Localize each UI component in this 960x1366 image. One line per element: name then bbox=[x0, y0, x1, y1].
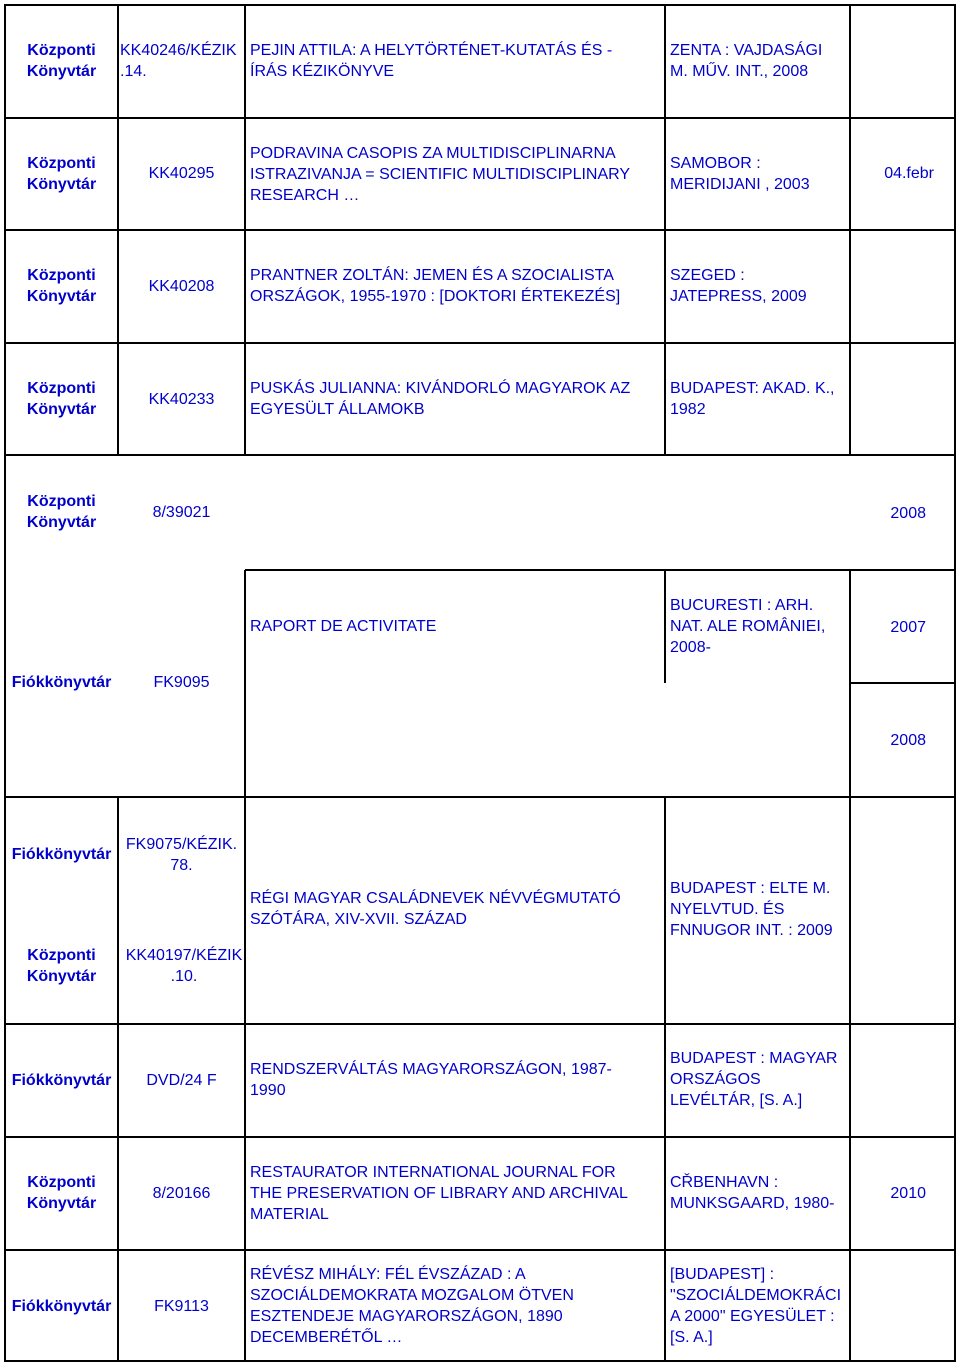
library-name: Központi Könyvtár bbox=[26, 267, 97, 305]
publisher: [BUDAPEST] : "SZOCIÁLDEMOKRÁCI A 2000" EGYESÜLET : [S. A.] bbox=[670, 1266, 842, 1346]
book-title: RÉGI MAGYAR CSALÁDNEVEK NÉVVÉGMUTATÓ SZÓTÁRA, XIV-XVII. SZÁZAD bbox=[250, 890, 621, 928]
library-name: Fiókkönyvtár bbox=[11, 1072, 112, 1089]
publisher: BUDAPEST : MAGYAR ORSZÁGOS LEVÉLTÁR, [S. A.] bbox=[670, 1050, 838, 1109]
call-number: FK9075/KÉZIK. 78. bbox=[125, 836, 238, 874]
call-number: FK9113 bbox=[154, 1298, 209, 1315]
library-name: Központi Könyvtár bbox=[26, 1174, 97, 1212]
library-name: Fiókkönyvtár bbox=[11, 674, 112, 691]
library-name: Központi Könyvtár bbox=[26, 42, 97, 80]
publisher: SAMOBOR : MERIDIJANI , 2003 bbox=[670, 155, 810, 193]
year: 2010 bbox=[890, 1185, 926, 1202]
publisher: ZENTA : VAJDASÁGI M. MŰV. INT., 2008 bbox=[670, 42, 823, 80]
book-title: PUSKÁS JULIANNA: KIVÁNDORLÓ MAGYAROK AZ EGYESÜLT ÁLLAMOKB bbox=[250, 380, 631, 418]
call-number: KK40197/KÉZIK .10. bbox=[125, 947, 243, 985]
publisher: SZEGED : JATEPRESS, 2009 bbox=[670, 267, 807, 305]
year: 04.febr bbox=[884, 165, 934, 182]
book-title: RAPORT DE ACTIVITATE bbox=[250, 618, 437, 635]
call-number: FK9095 bbox=[153, 674, 210, 691]
publisher: BUDAPEST : ELTE M. NYELVTUD. ÉS FNNUGOR INT. : 2009 bbox=[670, 880, 833, 939]
book-title: RENDSZERVÁLTÁS MAGYARORSZÁGON, 1987- 1990 bbox=[250, 1061, 612, 1099]
call-number: KK40208 bbox=[148, 278, 215, 295]
call-number: 8/39021 bbox=[152, 504, 211, 521]
library-name: Központi Könyvtár bbox=[26, 493, 97, 531]
publisher: BUDAPEST: AKAD. K., 1982 bbox=[670, 380, 835, 418]
year: 2008 bbox=[890, 732, 926, 749]
publisher: CŘBENHAVN : MUNKSGAARD, 1980- bbox=[670, 1174, 835, 1212]
library-name: Központi Könyvtár bbox=[26, 947, 97, 985]
publisher: BUCURESTI : ARH. NAT. ALE ROMÂNIEI, 2008- bbox=[670, 597, 826, 656]
call-number: KK40246/KÉZIK .14. bbox=[120, 42, 237, 80]
book-title: RESTAURATOR INTERNATIONAL JOURNAL FOR THE PRESERVATION OF LIBRARY AND ARCHIVAL MATERIAL bbox=[250, 1164, 628, 1223]
library-name: Fiókkönyvtár bbox=[11, 1298, 112, 1315]
call-number: 8/20166 bbox=[152, 1185, 211, 1202]
book-title: RÉVÉSZ MIHÁLY: FÉL ÉVSZÁZAD : A SZOCIÁLDEMOKRATA MOZGALOM ÖTVEN ESZTENDEJE MAGYARORSZÁGON, 1890 DECEMBERÉTŐL … bbox=[250, 1266, 574, 1346]
call-number: KK40233 bbox=[148, 391, 215, 408]
year: 2008 bbox=[890, 505, 926, 522]
library-name: Központi Könyvtár bbox=[26, 380, 97, 418]
library-name: Központi Könyvtár bbox=[26, 155, 97, 193]
library-name: Fiókkönyvtár bbox=[11, 846, 112, 863]
call-number: KK40295 bbox=[148, 165, 215, 182]
call-number: DVD/24 F bbox=[146, 1072, 217, 1089]
year: 2007 bbox=[890, 619, 926, 636]
book-title: PEJIN ATTILA: A HELYTÖRTÉNET-KUTATÁS ÉS - ÍRÁS KÉZIKÖNYVE bbox=[250, 42, 613, 80]
book-title: PODRAVINA CASOPIS ZA MULTIDISCIPLINARNA ISTRAZIVANJA = SCIENTIFIC MULTIDISCIPLINARY RESEARCH … bbox=[250, 145, 631, 204]
book-title: PRANTNER ZOLTÁN: JEMEN ÉS A SZOCIALISTA ORSZÁGOK, 1955-1970 : [DOKTORI ÉRTEKEZÉS] bbox=[250, 267, 621, 305]
